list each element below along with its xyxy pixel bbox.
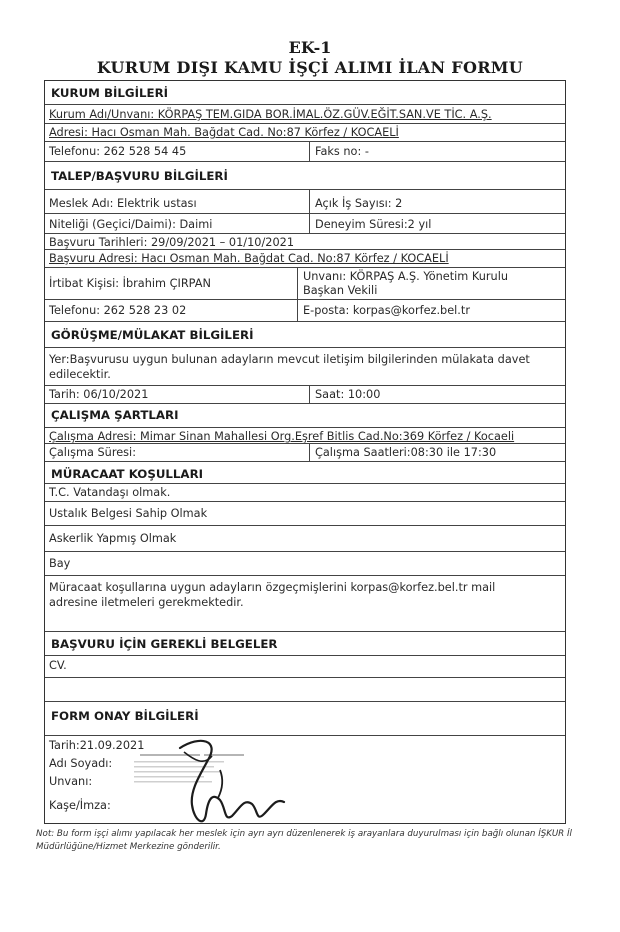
gorusme-yer-2: edilecektir. xyxy=(49,368,111,381)
onay-unvan: Unvanı: xyxy=(49,775,93,788)
gorusme-yer-1: Yer:Başvurusu uygun bulunan adayların mevcut iletişim bilgilerinden mülakata davet xyxy=(49,353,530,366)
kurum-unvan: Kurum Adı/Unvanı: KÖRPAŞ TEM.GIDA BOR.İMAL.ÖZ.GÜV.EĞİT.SAN.VE TİC. A.Ş. xyxy=(49,108,492,121)
section-onay: FORM ONAY BİLGİLERİ xyxy=(51,709,199,723)
kosul-3: Askerlik Yapmış Olmak xyxy=(49,532,177,545)
section-calisma: ÇALIŞMA ŞARTLARI xyxy=(51,408,179,422)
irtibat-unvan-1: Unvanı: KÖRPAŞ A.Ş. Yönetim Kurulu xyxy=(303,270,509,283)
irtibat-unvan-2: Başkan Vekili xyxy=(303,284,378,297)
deneyim-suresi: Deneyim Süresi:2 yıl xyxy=(315,218,432,231)
talep-telefon: Telefonu: 262 528 23 02 xyxy=(49,304,187,317)
signature-mark xyxy=(160,730,300,840)
onay-kase-imza: Kaşe/İmza: xyxy=(49,799,111,812)
kosul-5b: adresine iletmeleri gerekmektedir. xyxy=(49,596,244,609)
kosul-4: Bay xyxy=(49,557,71,570)
annex-label: EK-1 xyxy=(288,38,332,57)
calisma-adresi: Çalışma Adresi: Mimar Sinan Mahallesi Org.Eşref Bitlis Cad.No:369 Körfez / Kocaeli xyxy=(49,430,515,443)
kurum-adres: Adresi: Hacı Osman Mah. Bağdat Cad. No:87 Körfez / KOCAELİ xyxy=(49,126,399,139)
gorusme-tarih: Tarih: 06/10/2021 xyxy=(49,388,149,401)
calisma-suresi: Çalışma Süresi: xyxy=(49,446,136,459)
basvuru-adresi: Başvuru Adresi: Hacı Osman Mah. Bağdat Cad. No:87 Körfez / KOCAELİ xyxy=(49,252,449,265)
section-muracaat: MÜRACAAT KOŞULLARI xyxy=(51,467,204,481)
section-kurum: KURUM BİLGİLERİ xyxy=(51,86,169,100)
kosul-1: T.C. Vatandaşı olmak. xyxy=(49,486,171,499)
irtibat-kisisi: İrtibat Kişisi: İbrahim ÇIRPAN xyxy=(49,277,211,290)
section-talep: TALEP/BAŞVURU BİLGİLERİ xyxy=(51,169,228,183)
kurum-faks: Faks no: - xyxy=(315,145,369,158)
kosul-2: Ustalık Belgesi Sahip Olmak xyxy=(49,507,208,520)
gorusme-saat: Saat: 10:00 xyxy=(315,388,381,401)
form-title: KURUM DIŞI KAMU İŞÇİ ALIMI İLAN FORMU xyxy=(96,58,524,77)
belge-cv: CV. xyxy=(49,659,67,672)
form-footnote: Not: Bu form işçi alımı yapılacak her meslek için ayrı ayrı düzenlenerek iş arayanlara duyurulması için bağlı olunan İŞKUR İl Müdürlüğüne/Hizmet Merkezine gönderilir. xyxy=(36,829,572,852)
talep-eposta: E-posta: korpas@korfez.bel.tr xyxy=(303,304,470,317)
form-table xyxy=(44,80,566,824)
niteligi: Niteliği (Geçici/Daimi): Daimi xyxy=(49,218,213,231)
meslek-adi: Meslek Adı: Elektrik ustası xyxy=(49,197,197,210)
basvuru-tarihleri: Başvuru Tarihleri: 29/09/2021 – 01/10/2021 xyxy=(49,236,295,249)
acik-is-sayisi: Açık İş Sayısı: 2 xyxy=(315,197,403,210)
section-gorusme: GÖRÜŞME/MÜLAKAT BİLGİLERİ xyxy=(51,328,254,342)
kurum-telefon: Telefonu: 262 528 54 45 xyxy=(49,145,187,158)
onay-adi-soyadi: Adı Soyadı: xyxy=(49,757,113,770)
section-belgeler: BAŞVURU İÇİN GEREKLİ BELGELER xyxy=(51,637,278,651)
onay-tarih: Tarih:21.09.2021 xyxy=(49,739,145,752)
kosul-5a: Müracaat koşullarına uygun adayların özgeçmişlerini korpas@korfez.bel.tr mail xyxy=(49,581,496,594)
calisma-saatleri: Çalışma Saatleri:08:30 ile 17:30 xyxy=(315,446,497,459)
